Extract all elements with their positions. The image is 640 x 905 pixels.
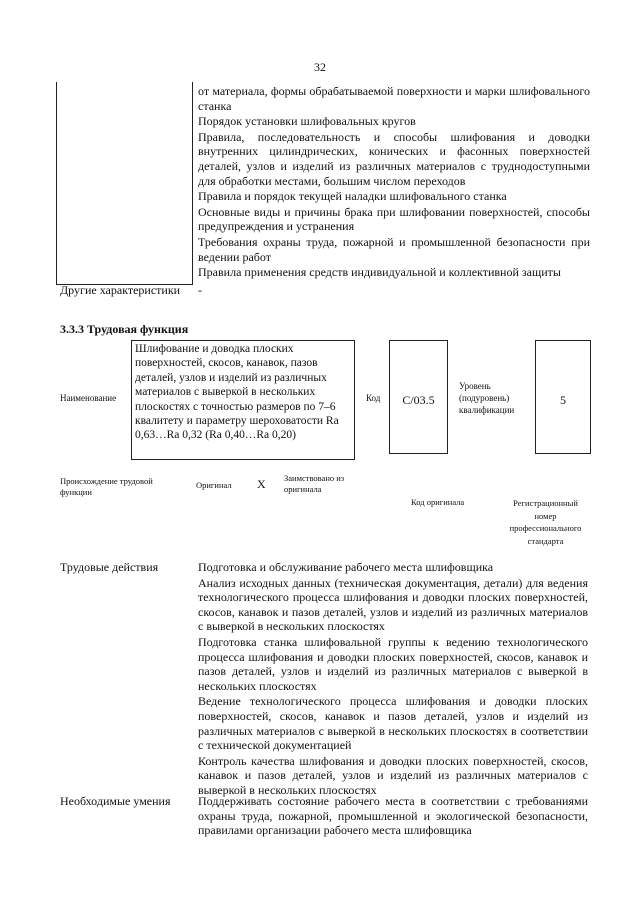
- knowledge-item: от материала, формы обрабатываемой поверхности и марки шлифовального станка: [198, 84, 590, 113]
- borrowed-label: Заимствовано из оригинала: [284, 473, 345, 494]
- other-characteristics-value: -: [198, 283, 202, 297]
- code-label: Код: [366, 393, 381, 403]
- code-box: [389, 340, 448, 454]
- table-border-middle: [192, 82, 193, 285]
- knowledge-item: Правила применения средств индивидуальной и коллективной защиты: [198, 265, 561, 280]
- knowledge-item: Правила и порядок текущей наладки шлифовального станка: [198, 189, 507, 204]
- original-mark: X: [257, 477, 266, 491]
- labor-action-item: Подготовка и обслуживание рабочего места шлифовщика: [198, 560, 494, 574]
- knowledge-item: Порядок установки шлифовальных кругов: [198, 114, 416, 129]
- table-border-left: [56, 82, 57, 285]
- labor-actions-list: [198, 560, 588, 798]
- original-label: Оригинал: [196, 480, 232, 490]
- labor-action-item: Подготовка станка шлифовальной группы к ведению технологического процесса шлифования и доводки плоских поверхностей, скосов, канавок и пазов деталей, узлов и изделий из различных материалов с выверкой в нескольких плоскостях: [198, 634, 588, 693]
- labor-action-item: Ведение технологического процесса шлифования и доводки плоских поверхностей, скосов, канавок и пазов деталей, узлов и изделий из различных материалов с выверкой в нескольких плоскостях в соответствии с технической документацией: [198, 694, 588, 753]
- code-original-label: Код оригинала: [411, 497, 465, 507]
- origin-label: Происхождение трудовой функции: [60, 476, 153, 497]
- labor-actions-label: Трудовые действия: [60, 560, 159, 574]
- skills-label: Необходимые умения: [60, 794, 171, 808]
- knowledge-item: Правила, последовательность и способы шлифования и доводки внутренних цилиндрических, конических и фасонных поверхностей деталей, узлов и изделий из различных материалов с труднодоступными для обработки местами, большим числом переходов: [198, 129, 590, 188]
- labor-action-item: Анализ исходных данных (техническая документация, детали) для ведения технологического процесса шлифования и доводки плоских поверхностей, скосов, канавок и пазов деталей, узлов и изделий из различных материалов с выверкой в нескольких плоскостях: [198, 575, 588, 634]
- page-number: 32: [314, 60, 326, 74]
- reg-number-label: Регистрационный номер профессионального стандарта: [509, 498, 582, 546]
- section-title: 3.3.3 Трудовая функция: [60, 322, 189, 336]
- level-box: [535, 340, 591, 454]
- function-name-value: Шлифование и доводка плоских поверхностей, скосов, канавок, пазов деталей, узлов и изделий из различных материалов с выверкой в нескольких плоскостях с точностью размеров по 7–6 квалитету и параметру шероховатости Ra 0,63…Ra 0,32 (Ra 0,40…Ra 0,20): [135, 343, 339, 442]
- function-name-box: [131, 340, 355, 460]
- knowledge-item: Основные виды и причины брака при шлифовании поверхностей, способы предупреждения и устранения: [198, 204, 590, 234]
- labor-action-item: Контроль качества шлифования и доводки плоских поверхностей, скосов, канавок и пазов деталей, узлов и изделий из различных материалов с выверкой в нескольких плоскостях: [198, 753, 588, 797]
- level-value: 5: [560, 393, 566, 407]
- skills-list: [198, 794, 588, 838]
- knowledge-list: [198, 84, 590, 280]
- knowledge-item: Требования охраны труда, пожарной и промышленной безопасности при ведении работ: [198, 234, 590, 264]
- skill-item: Поддерживать состояние рабочего места в соответствии с требованиями охраны труда, пожарной, промышленной и экологической безопасности, правилами организации рабочего места шлифовщика: [198, 794, 588, 838]
- code-value: С/03.5: [402, 393, 435, 407]
- level-label: Уровень (подуровень) квалификации: [459, 381, 515, 415]
- name-label: Наименование: [60, 393, 117, 403]
- other-characteristics-label: Другие характеристики: [60, 283, 181, 297]
